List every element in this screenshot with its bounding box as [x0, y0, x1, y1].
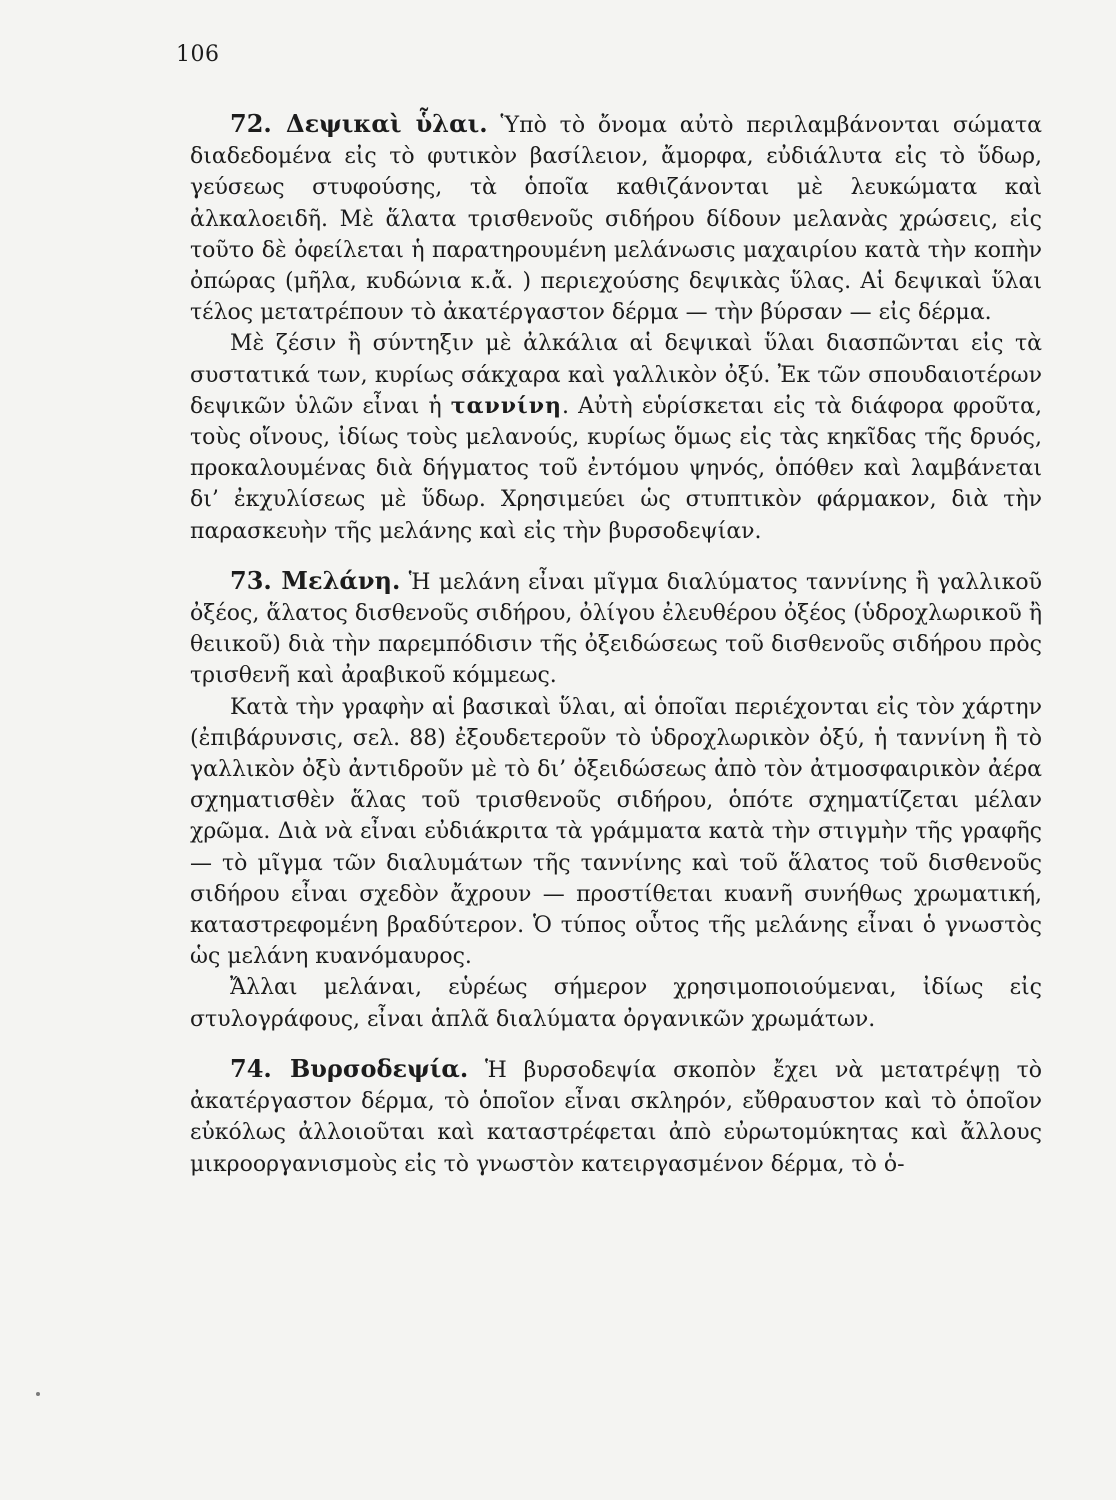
section-72-heading: 72. Δεψικαὶ ὗλαι. [230, 109, 488, 138]
page-number: 106 [176, 42, 220, 67]
section-73-paragraph-1 [190, 565, 1042, 692]
section-72-paragraph-2 [190, 328, 1042, 546]
section-73-heading: 73. Μελάνη. [230, 565, 401, 595]
section-72-text: Ὑπὸ τὸ ὄνομα αὐτὸ περιλαμβάνονται σώματα διαδεδομένα εἰς τὸ φυτικὸν βασίλειον, ἄμορφα, εὐδιάλυτα εἰς τὸ ὕδωρ, γεύσεως στυφούσης, τὰ ὁποῖα καθιζάνονται μὲ λευκώματα καὶ ἀλκαλοειδῆ. Μὲ ἅλατα τρισθενοῦς σιδήρου δίδουν μελανὰς χρώσεις, εἰς τοῦτο δὲ ὀφείλεται ἡ παρατηρουμένη μελάνωσις μαχαιρίου κατὰ τὴν κοπὴν ὀπώρας (μῆλα, κυδώνια κ.ἄ. ) περιεχούσης δεψικὰς ὕλας. Αἱ δεψικαὶ ὕλαι τέλος μετατρέπουν τὸ ἀκατέργαστον δέρμα — τὴν βύρσαν — εἰς δέρμα. [190, 113, 1042, 326]
term-tannin: ταννίνη [450, 392, 562, 419]
body-text [190, 108, 1042, 1180]
section-72 [190, 108, 1042, 547]
section-72-text-2b: . Αὐτὴ εὑρίσκεται εἰς τὰ διάφορα φροῦτα, τοὺς οἴνους, ἰδίως τοὺς μελανούς, κυρίως ὅμως εἰς τὰς κηκῖδας τῆς δρυός, προκαλουμένας διὰ δήγματος τοῦ ἐντόμου ψηνός, ὁπόθεν καὶ λαμβάνεται δι’ ἐκχυλίσεως μὲ ὕδωρ. Χρησιμεύει ὡς στυπτικὸν φάρμακον, διὰ τὴν παρασκευὴν τῆς μελάνης καὶ εἰς τὴν βυρσοδεψίαν. [190, 393, 1043, 544]
section-74-paragraph-1 [190, 1053, 1042, 1180]
section-74-text: Ἡ βυρσοδεψία σκοπὸν ἔχει νὰ μετατρέψῃ τὸ ἀκατέργαστον δέρμα, τὸ ὁποῖον εἶναι σκληρόν, εὔθραυστον καὶ τὸ ὁποῖον εὐκόλως ἀλλοιοῦται καὶ καταστρέφεται ἀπὸ εὐρωτομύκητας καὶ ἄλλους μικροοργανισμοὺς εἰς τὸ γνωστὸν κατειργασμένον δέρμα, τὸ ὁ- [190, 1057, 1042, 1177]
section-73-text: Ἡ μελάνη εἶναι μῖγμα διαλύματος ταννίνης ἢ γαλλικοῦ ὀξέος, ἅλατος δισθενοῦς σιδήρου, ὀλίγου ἐλευθέρου ὀξέος (ὑδροχλωρικοῦ ἢ θειικοῦ) διὰ τὴν παρεμπόδισιν τῆς ὀξειδώσεως τοῦ δισθενοῦς σιδήρου πρὸς τρισθενῆ καὶ ἀραβικοῦ κόμμεως. [190, 569, 1042, 689]
section-73 [190, 565, 1042, 1035]
section-73-paragraph-3: Ἄλλαι μελάναι, εὑρέως σήμερον χρησιμοποιούμεναι, ἰδίως εἰς στυλογράφους, εἶναι ἁπλᾶ διαλύματα ὀργανικῶν χρωμάτων. [190, 975, 1042, 1032]
section-72-paragraph-1 [190, 108, 1042, 328]
paper-speck [36, 1392, 40, 1396]
section-73-paragraph-2: Κατὰ τὴν γραφὴν αἱ βασικαὶ ὕλαι, αἱ ὁποῖαι περιέχονται εἰς τὸν χάρτην (ἐπιβάρυνσις, σελ. 88) ἐξουδετεροῦν τὸ ὑδροχλωρικὸν ὀξύ, ἡ ταννίνη ἢ τὸ γαλλικὸν ὀξὺ ἀντιδροῦν μὲ τὸ δι’ ὀξειδώσεως ἀπὸ τὸν ἀτμοσφαιρικὸν ἀέρα σχηματισθὲν ἅλας τοῦ τρισθενοῦς σιδήρου, ὁπότε σχηματίζεται μέλαν χρῶμα. Διὰ νὰ εἶναι εὐδιάκριτα τὰ γράμματα κατὰ τὴν στιγμὴν τῆς γραφῆς — τὸ μῖγμα τῶν διαλυμάτων τῆς ταννίνης καὶ τοῦ ἅλατος τοῦ δισθενοῦς σιδήρου εἶναι σχεδὸν ἄχρουν — προστίθεται κυανῆ συνήθως χρωματική, καταστρεφομένη βραδύτερον. Ὁ τύπος οὗτος τῆς μελάνης εἶναι ὁ γνωστὸς ὡς μελάνη κυανόμαυρος. [190, 694, 1042, 970]
section-74-heading: 74. Βυρσοδεψία. [230, 1053, 469, 1083]
section-74 [190, 1053, 1042, 1180]
section-72-text-2a: Μὲ ζέσιν ἢ σύντηξιν μὲ ἀλκάλια αἱ δεψικαὶ ὕλαι διασπῶνται εἰς τὰ συστατικά των, κυρίως σάκχαρα καὶ γαλλικὸν ὀξύ. Ἐκ τῶν σπουδαιοτέρων δεψικῶν ὑλῶν εἶναι ἡ [190, 331, 1042, 419]
